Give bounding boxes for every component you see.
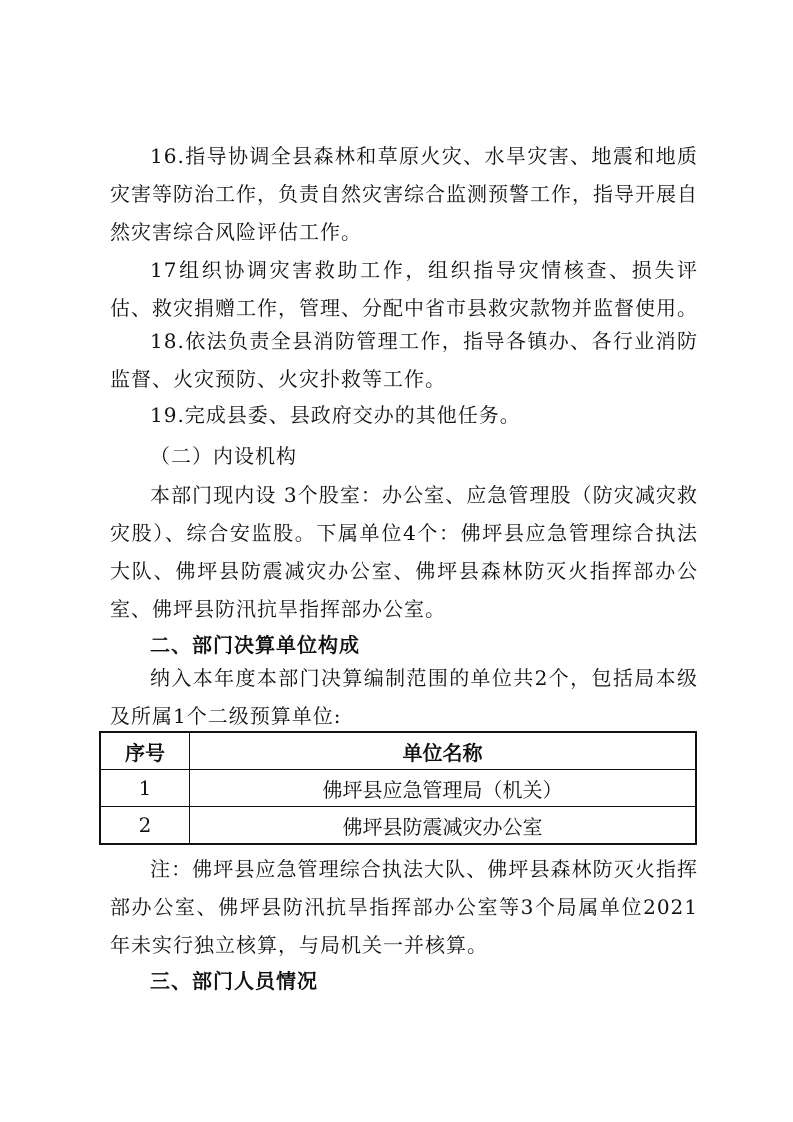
- sub-heading-internal-units: （二）内设机构: [150, 444, 297, 468]
- table-cell-seq: 2: [100, 807, 190, 845]
- paragraph-item-16: 16.指导协调全县森林和草原火灾、水旱灾害、地震和地质灾害等防治工作，负责自然灾害综合监测预警工作，指导开展自然灾害综合风险评估工作。: [110, 144, 698, 244]
- paragraph-scope: 纳入本年度本部门决算编制范围的单位共2个，包括局本级及所属1个二级预算单位:: [110, 666, 698, 728]
- table-header-row: [100, 732, 696, 770]
- paragraph-note: 注：佛坪县应急管理综合执法大队、佛坪县森林防灭火指挥部办公室、佛坪县防汛抗旱指挥部办公室等3个局属单位2021年未实行独立核算，与局机关一并核算。: [110, 857, 698, 957]
- table-header-seq: 序号: [100, 732, 190, 770]
- section-heading-staff: 三、部门人员情况: [150, 969, 318, 993]
- units-table: [99, 731, 697, 845]
- paragraph-item-18: 18.依法负责全县消防管理工作，指导各镇办、各行业消防监督、火灾预防、火灾扑救等工作。: [110, 329, 698, 391]
- paragraph-item-17: 17组织协调灾害救助工作，组织指导灾情核查、损失评估、救灾捐赠工作，管理、分配中省市县救灾款物并监督使用。: [110, 258, 698, 320]
- table-cell-seq: 1: [100, 770, 190, 807]
- table-cell-unit-name: 佛坪县应急管理局（机关）: [190, 770, 697, 807]
- table-row: [100, 807, 696, 845]
- section-heading-units: 二、部门决算单位构成: [150, 633, 360, 657]
- paragraph-internal-units: 本部门现内设 3个股室：办公室、应急管理股（防灾减灾救灾股）、综合安监股。下属单位4个：佛坪县应急管理综合执法大队、佛坪县防震减灾办公室、佛坪县森林防灭火指挥部办公室、佛坪县防汛抗旱指挥部办公室。: [110, 483, 698, 621]
- table-cell-unit-name: 佛坪县防震减灾办公室: [190, 807, 697, 845]
- table-header-unit-name: 单位名称: [190, 732, 697, 770]
- table-row: [100, 770, 696, 807]
- paragraph-item-19: 19.完成县委、县政府交办的其他任务。: [150, 403, 521, 427]
